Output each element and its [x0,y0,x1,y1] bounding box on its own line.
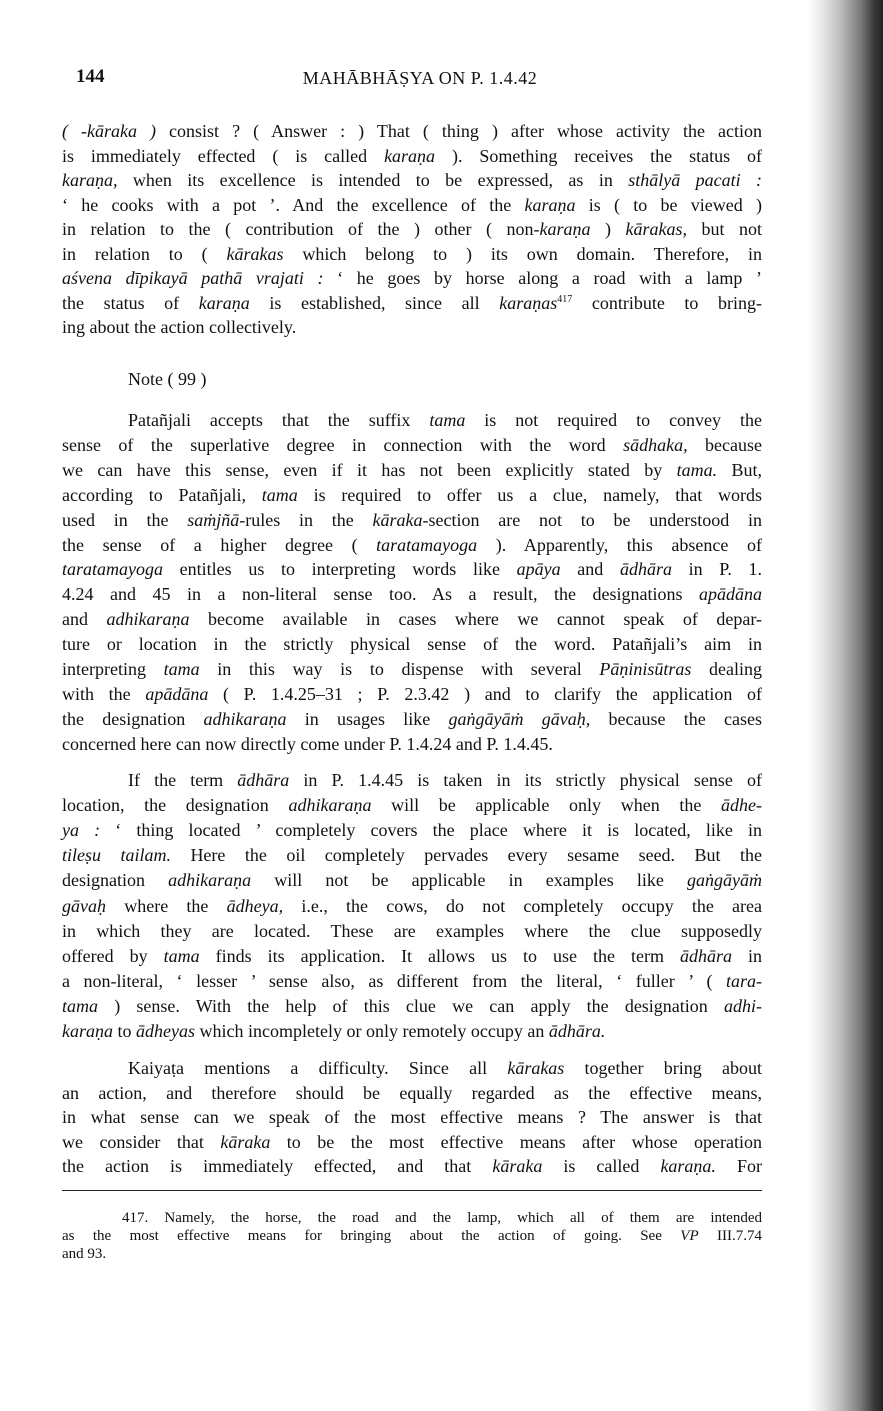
text-segment: the sense of a higher degree ( [62,534,377,555]
text-segment: If the term [128,770,238,790]
italic-term: tama [261,484,298,505]
text-segment: and 93. [62,1246,107,1262]
text-segment: finds its application. It allows us to use the term [199,945,680,966]
text-segment: according to Patañjali, [62,484,262,505]
italic-term: adhikaraṇa [106,609,190,630]
italic-term: tama. [676,459,718,480]
italic-term: kārakas, [625,219,687,239]
text-segment: ‘ thing located ’ completely covers the place where it is located, like in [100,820,762,841]
text-line [62,994,762,1018]
italic-term: adhikaraṇa [203,708,287,729]
italic-term: adhi- [724,995,762,1016]
text-line [62,944,762,968]
text-line [62,1130,762,1154]
text-line [122,1209,762,1227]
text-segment: ture or location in the strictly physical sense of the word. Patañjali’s aim in [62,634,762,655]
text-segment: where the [106,895,227,916]
text-line [62,793,762,817]
italic-term: karaṇa, [62,170,118,190]
text-segment: in relation to ( [62,243,227,264]
italic-term: tama [62,995,98,1016]
text-segment: will not be applicable in examples like [251,870,687,891]
italic-term: ya : [62,820,101,841]
text-line [62,533,762,557]
text-segment: sense of the superlative degree in connection with the word [62,434,624,455]
text-segment: and [62,609,107,630]
text-segment: the status of [62,292,199,313]
italic-term: karaṇas [499,292,558,313]
text-line [62,682,762,706]
text-segment: in usages like [286,708,449,729]
text-segment: but not [686,219,762,239]
text-line [62,657,762,681]
text-line [62,193,762,217]
text-segment: the action is immediately effected, and that [62,1156,493,1177]
text-line [62,707,762,731]
text-line [62,291,762,315]
text-segment: the designation [62,708,204,729]
italic-term: kāraka [492,1156,543,1177]
text-segment: consist ? ( Answer : ) That ( thing ) after whose activity the action [156,121,762,141]
italic-term: tama [163,659,200,679]
italic-term: adhikaraṇa [288,795,372,816]
italic-term: taratamayoga [62,559,163,580]
italic-term: tileṣu tailam. [62,845,171,866]
running-head: MAHĀBHĀṢYA ON P. 1.4.42 [302,68,538,88]
text-segment: Patañjali accepts that the suffix [128,410,430,430]
text-line [62,557,762,581]
text-line [128,408,762,432]
italic-term: karaṇa. [660,1156,716,1177]
text-line [62,508,762,532]
text-segment: is ( to be viewed ) [575,194,762,215]
text-line [62,1081,762,1105]
page-number: 144 [76,66,105,87]
text-segment: ‘ he goes by horse along a road with a lamp ’ [323,268,762,288]
italic-term: karaṇa [539,219,591,239]
italic-term: kāraka [220,1131,271,1152]
text-line [62,1245,762,1263]
text-segment: interpreting [62,659,164,679]
text-segment: which incompletely or only remotely occupy an [195,1021,549,1041]
italic-term: kārakas [507,1058,565,1078]
text-segment: -section are not to be understood in [422,509,762,530]
text-segment: is immediately effected ( is called [62,145,385,166]
italic-term: ādhāra. [548,1021,606,1041]
text-line [62,433,762,457]
text-segment: ). Something receives the status of [435,145,762,166]
text-segment: ) sense. With the help of this clue we can apply the designation [98,995,724,1016]
italic-term: apādāna [145,683,209,704]
text-segment: ing about the action collectively. [62,317,297,337]
text-segment: ( P. 1.4.25–31 ; P. 2.3.42 ) and to clarify the application of [208,683,763,704]
text-segment: because the cases [590,708,762,729]
text-line [62,1154,762,1178]
text-segment: used in the [62,509,188,530]
text-line [62,266,762,290]
text-line [62,119,762,143]
italic-term: ādhe- [721,795,762,816]
text-segment: is required to offer us a clue, namely, that words [297,484,762,505]
text-segment: which belong to ) its own domain. Therefore, in [283,243,763,264]
text-segment: in [732,945,762,966]
text-segment: offered by [62,945,164,966]
text-segment: i.e., the cows, do not completely occupy the area [283,895,762,916]
text-segment: in which they are located. These are examples where the clue supposedly [62,920,762,941]
text-segment: ‘ he cooks with a pot ’. And the excellence of the [62,194,525,215]
text-line [62,483,762,507]
italic-term: gāvaḥ [62,895,106,916]
text-segment: and [560,559,620,580]
text-segment: -rules in the [239,509,373,530]
text-segment: Here the oil completely pervades every sesame seed. But the [170,845,762,866]
footnote-rule [62,1190,762,1191]
italic-term: VP [680,1228,699,1244]
italic-term: ādhāra [619,559,672,580]
text-line [128,768,762,792]
italic-term: saṁjñā [187,509,240,530]
book-binding-shadow [808,0,883,1411]
text-segment: is established, since all [249,292,500,313]
italic-term: ādhāra [679,945,732,966]
text-line [62,969,762,993]
text-segment: 417. Namely, the horse, the road and the lamp, which all of them are intended [122,1210,762,1226]
italic-term: ādhāra [237,770,290,790]
text-segment: But, [717,459,762,480]
italic-term: kāraka [372,509,423,530]
text-line [128,1056,762,1080]
italic-term: karaṇa [62,1021,113,1041]
text-segment: we consider that [62,1131,221,1152]
italic-term: Pāṇinisūtras [599,659,692,679]
italic-term: ādheya, [226,895,284,916]
italic-term: adhikaraṇa [168,870,252,891]
italic-term: apāya [516,559,561,580]
italic-term: ( -kāraka ) [62,121,157,141]
text-segment: 4.24 and 45 in a non-literal sense too. As a result, the designations [62,584,699,605]
text-segment: will be applicable only when the [371,795,722,816]
italic-term: sādhaka, [623,434,688,455]
italic-term: tara- [726,970,762,991]
text-segment: an action, and therefore should be equally regarded as the effective means, [62,1082,762,1103]
italic-term: aśvena dīpikayā pathā vrajati : [62,268,324,288]
italic-term: apādāna [699,584,762,605]
text-segment: we can have this sense, even if it has not been explicitly stated by [62,459,677,480]
text-line [62,818,762,842]
text-line [62,217,762,241]
text-line [62,732,762,756]
text-line [62,242,762,266]
text-line [62,315,762,339]
italic-term: gaṅgāyāṁ gāvaḥ, [448,708,591,729]
italic-term: taratamayoga [376,534,478,555]
text-segment: in relation to the ( contribution of the ) other ( non- [62,219,540,239]
italic-term: sthālyā pacati : [628,170,762,190]
text-line [62,458,762,482]
text-segment: III.7.74 [698,1228,762,1244]
text-line [62,1105,762,1129]
text-segment: For [715,1156,762,1177]
text-segment: together bring about [564,1058,762,1078]
italic-term: tama [429,410,466,430]
text-segment: is called [542,1156,661,1177]
italic-term: gaṅgāyāṁ [687,870,762,891]
text-segment: entitles us to interpreting words like [163,559,517,580]
text-segment: Kaiyaṭa mentions a difficulty. Since all [128,1058,508,1078]
text-segment: in P. 1.4.45 is taken in its strictly physical sense of [289,770,762,790]
text-segment: dealing [691,659,762,679]
italic-term: karaṇa [524,194,576,215]
text-line [62,1227,762,1245]
italic-term: tama [163,945,200,966]
text-segment: in this way is to dispense with several [199,659,600,679]
text-segment: is not required to convey the [465,410,762,430]
text-segment: as the most effective means for bringing about the action of going. See [62,1228,681,1244]
text-segment: to be the most effective means after whose operation [270,1131,762,1152]
text-line [62,607,762,631]
italic-term: karaṇa [384,145,436,166]
text-segment: location, the designation [62,795,289,816]
text-segment: become available in cases where we cannot speak of depar- [189,609,762,630]
text-segment: in what sense can we speak of the most effective means ? The answer is that [62,1107,762,1128]
text-segment: ) [590,219,626,239]
text-line [62,843,762,867]
italic-term: ādheyas [136,1021,195,1041]
footnote-reference[interactable]: 417 [557,293,573,305]
text-line [62,168,762,192]
text-segment: in P. 1. [671,559,762,580]
text-line [62,894,762,918]
text-line [62,632,762,656]
text-segment: contribute to bring- [572,292,762,313]
text-segment: designation [62,870,169,891]
text-segment: concerned here can now directly come under P. 1.4.24 and P. 1.4.45. [62,733,553,754]
text-line [62,144,762,168]
text-line [62,868,762,892]
text-segment: because [687,434,762,455]
note-heading: Note ( 99 ) [128,369,207,389]
text-segment: ). Apparently, this absence of [477,534,762,555]
text-line [62,1019,762,1043]
italic-term: kārakas [226,243,284,264]
text-line [62,582,762,606]
italic-term: karaṇa [198,292,250,313]
text-segment: a non-literal, ‘ lesser ’ sense also, as different from the literal, ‘ fuller ’ ( [62,970,726,991]
text-segment: when its excellence is intended to be expressed, as in [117,170,629,190]
text-line [62,919,762,943]
text-segment: with the [62,683,146,704]
text-segment: to [113,1021,137,1041]
